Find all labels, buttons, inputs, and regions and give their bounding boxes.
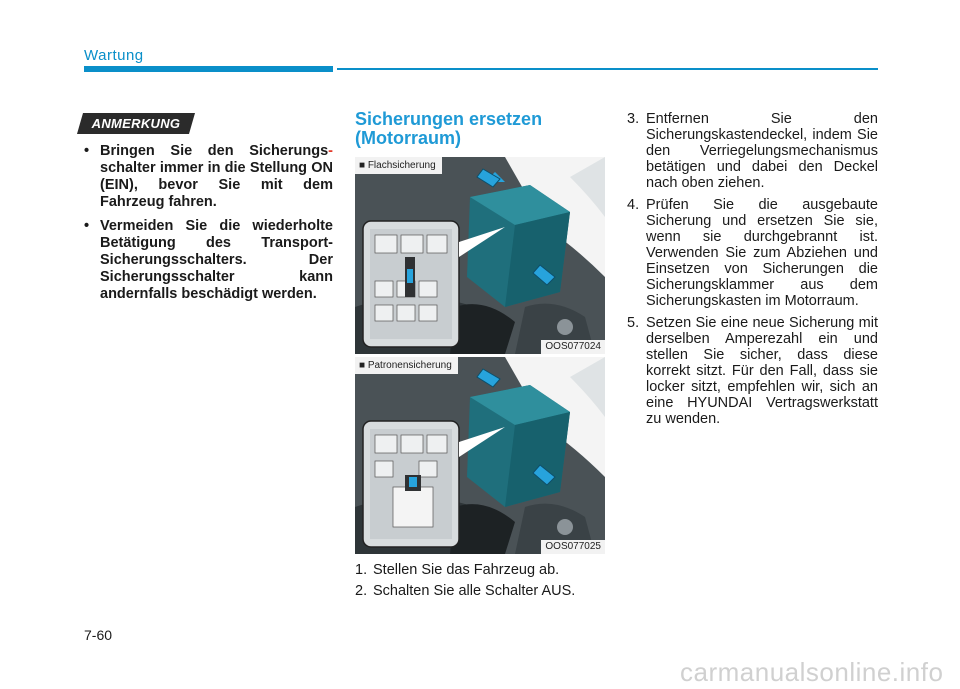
note-bullet-text-part: Bringen Sie den Sicherungs [100, 143, 329, 159]
figure-code: OOS077025 [541, 540, 605, 554]
watermark: carmanualsonline.info [680, 657, 944, 687]
step-text: Prüfen Sie die ausgebaute Sicherung und ersetzen Sie sie, wenn sie durchgebrannt ist. Verwenden Sie zum Abziehen und Einsetzen von Sicherungen die Sicherungsklammer aus dem Sicherungskasten im Motorraum. [646, 197, 878, 309]
note-bullet [84, 218, 333, 303]
note-bullet-text-rest: schalter immer in die Stellung ON (EIN), bevor Sie mit dem Fahrzeug fahren. [100, 160, 333, 210]
note-bullet-text: Vermeiden Sie die wiederholte Betätigung des Transport-Sicherungsschalters. Der Sicherungsschalter kann andernfalls beschädigt werden. [100, 218, 333, 302]
section-title-line: Sicherungen ersetzen [355, 109, 543, 129]
figure-flat-fuse [355, 157, 605, 354]
note-badge [77, 113, 195, 134]
hyphen-mark: - [328, 143, 333, 159]
section-title-line: (Motorraum) [355, 128, 461, 148]
step-number: 1. [355, 562, 368, 578]
figure-code: OOS077024 [541, 340, 605, 354]
step-item [355, 583, 605, 600]
step-text: Schalten Sie alle Schalter AUS. [373, 583, 576, 599]
header-rule-thick [84, 66, 333, 72]
figure-caption: ■ Patronensicherung [355, 357, 458, 374]
step-text: Entfernen Sie den Sicherungskastendeckel, indem Sie den Verriegelungsmechanismus betätigen und dabei den Deckel nach oben ziehen. [646, 111, 878, 191]
header-rule-thin [337, 68, 878, 70]
section-title [355, 110, 605, 148]
note-list [84, 143, 333, 310]
note-badge-label: ANMERKUNG [91, 116, 181, 131]
step-text: Setzen Sie eine neue Sicherung mit derselben Amperezahl ein und stellen Sie sicher, dass diese korrekt sitzt. Für den Fall, dass sie locker sitzt, empfehlen wir, sich an eine HYUNDAI Vertragswerkstatt zu wenden. [646, 315, 878, 427]
header-title: Wartung [84, 47, 144, 64]
engine-bay-illustration [355, 157, 605, 354]
page-number: 7-60 [84, 627, 113, 643]
step-text: Stellen Sie das Fahrzeug ab. [373, 562, 560, 578]
step-list-right [627, 111, 878, 433]
step-number: 5. [627, 315, 640, 331]
note-bullet-text [100, 143, 333, 211]
figure-cartridge-fuse [355, 357, 605, 554]
step-item [627, 111, 878, 191]
engine-bay-illustration [355, 357, 605, 554]
step-number: 2. [355, 583, 368, 599]
step-list-left [355, 562, 605, 604]
step-item [627, 315, 878, 427]
figure-caption: ■ Flachsicherung [355, 157, 442, 174]
step-number: 3. [627, 111, 640, 127]
bullet-dot: • [84, 218, 90, 234]
bullet-dot: • [84, 143, 90, 159]
step-item [355, 562, 605, 579]
note-bullet [84, 143, 333, 211]
step-item [627, 197, 878, 309]
step-number: 4. [627, 197, 640, 213]
